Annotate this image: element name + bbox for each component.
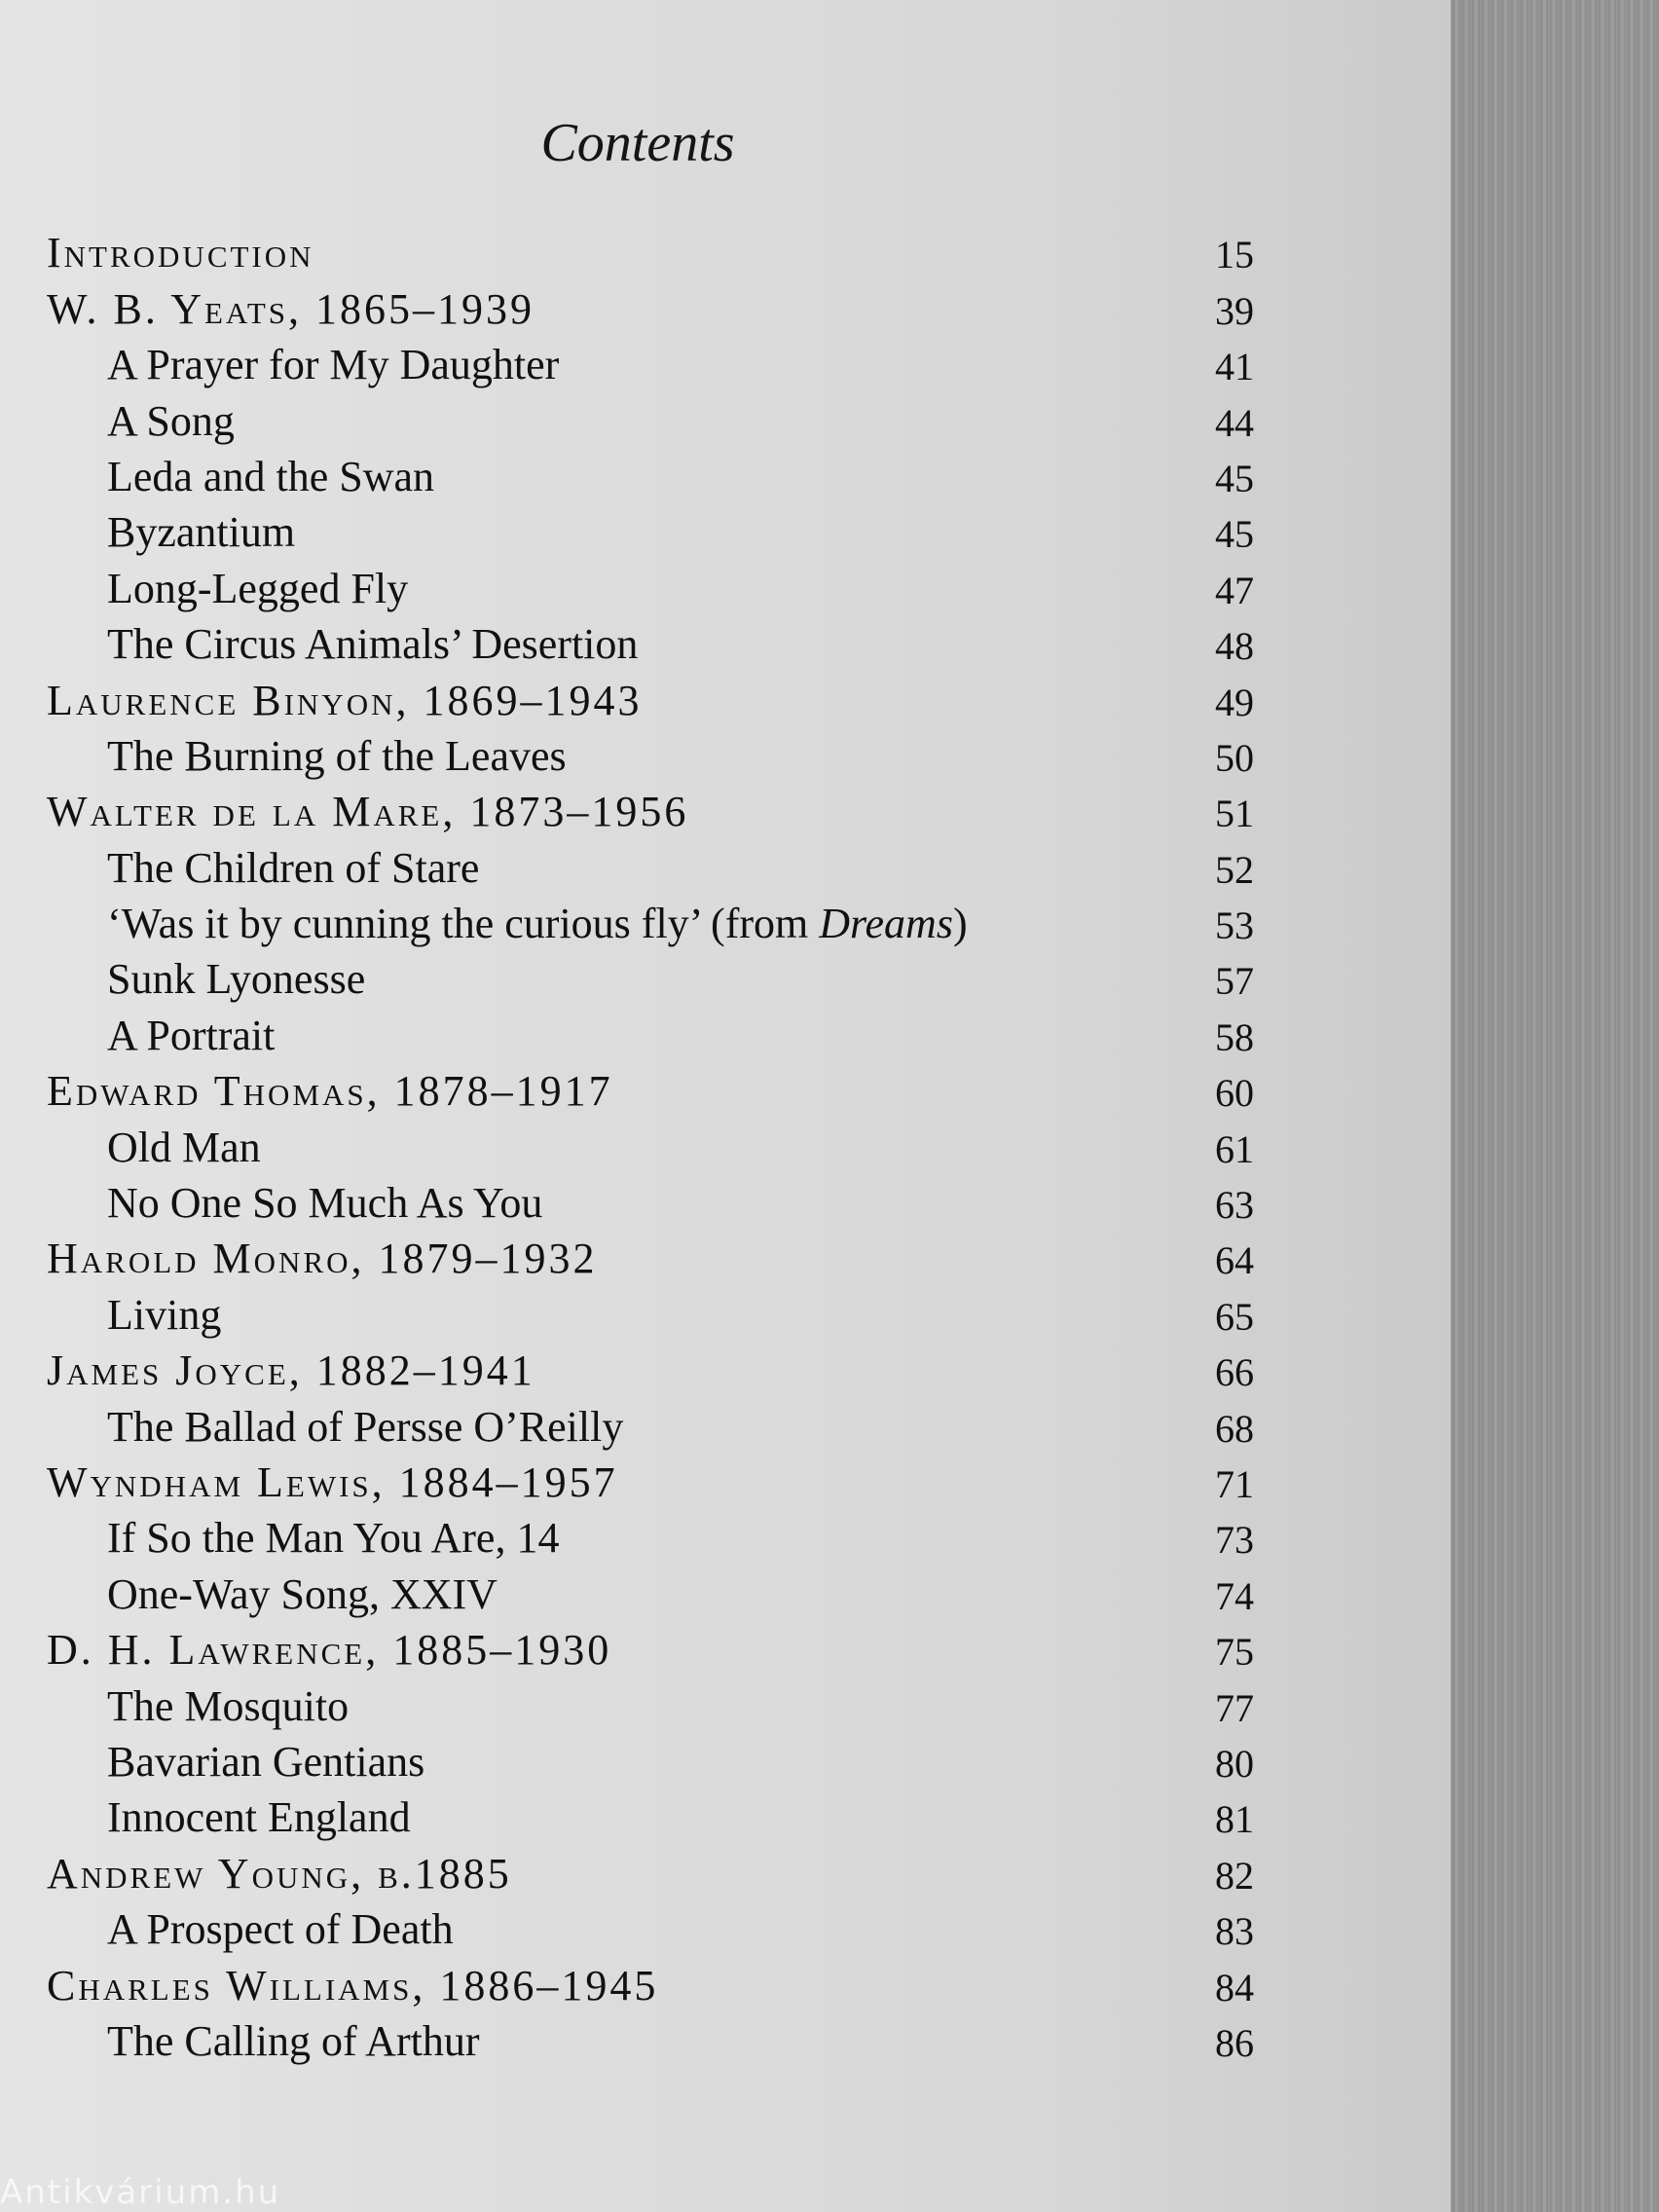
toc-poem-entry [47,956,1254,1012]
page-edge-shadow [1451,0,1659,2212]
toc-poem-entry [47,509,1254,565]
toc-entry-label: Leda and the Swan [107,452,434,500]
toc-page-number: 84 [1215,1965,1254,2009]
toc-entry-label: Byzantium [107,508,296,557]
toc-poem-entry [47,1291,1254,1346]
toc-page-number: 53 [1215,903,1254,948]
toc-page-number: 75 [1215,1630,1254,1675]
toc-page-number: 61 [1215,1126,1254,1171]
toc-entry-label: Bavarian Gentians [107,1737,425,1786]
toc-entry-label: The Ballad of Persse O’Reilly [107,1402,624,1451]
toc-page-number: 81 [1215,1797,1254,1842]
toc-page-number: 77 [1215,1685,1254,1730]
watermark: Antikvárium.hu [0,2173,281,2212]
toc-entry-label: The Burning of the Leaves [107,731,567,780]
toc-author-entry [47,1068,1254,1124]
toc-page-number: 73 [1215,1518,1254,1563]
toc-poem-entry [47,844,1254,900]
toc-entry-label: ‘Was it by cunning the curious fly’ (from Dreams) [107,900,968,948]
toc-entry-label: James Joyce, 1882–1941 [47,1346,535,1395]
toc-author-entry [47,1850,1254,1905]
toc-page-number: 80 [1215,1741,1254,1786]
toc-author-entry [47,230,1254,285]
toc-page-number: 63 [1215,1183,1254,1228]
toc-poem-entry [47,1403,1254,1458]
toc-poem-entry [47,565,1254,620]
toc-poem-entry [47,1180,1254,1235]
toc-author-entry [47,1627,1254,1682]
toc-entry-label: The Mosquito [107,1681,350,1730]
toc-entry-label: Living [107,1290,222,1339]
toc-page-number: 44 [1215,400,1254,445]
page-title: Contents [540,113,735,173]
toc-page-number: 48 [1215,624,1254,669]
toc-entry-label: Introduction [47,229,314,277]
toc-poem-entry [47,342,1254,397]
toc-entry-label: A Song [107,396,235,445]
toc-page-number: 83 [1215,1909,1254,1954]
toc-poem-entry [47,454,1254,509]
toc-entry-label: Laurence Binyon, 1869–1943 [47,676,643,724]
toc-page-number: 60 [1215,1071,1254,1116]
table-of-contents [47,230,1254,2074]
toc-page-number: 82 [1215,1853,1254,1898]
toc-entry-label: No One So Much As You [107,1179,543,1228]
toc-entry-label: Andrew Young, b.1885 [47,1849,512,1898]
toc-page-number: 57 [1215,959,1254,1004]
toc-page-number: 71 [1215,1461,1254,1506]
toc-entry-label: The Calling of Arthur [107,2016,480,2065]
toc-author-entry [47,1962,1254,2017]
toc-page-number: 51 [1215,792,1254,836]
toc-entry-label: Walter de la Mare, 1873–1956 [47,788,689,836]
toc-entry-label: The Circus Animals’ Desertion [107,620,639,669]
toc-entry-label: The Children of Stare [107,843,480,892]
toc-poem-entry [47,1739,1254,1794]
toc-page-number: 64 [1215,1238,1254,1283]
toc-entry-label: Innocent England [107,1793,411,1842]
toc-poem-entry [47,621,1254,677]
toc-page-number: 39 [1215,288,1254,333]
toc-page-number: 45 [1215,512,1254,557]
toc-page-number: 47 [1215,568,1254,612]
toc-page-number: 66 [1215,1350,1254,1395]
toc-entry-label: D. H. Lawrence, 1885–1930 [47,1626,612,1675]
toc-entry-label: Sunk Lyonesse [107,955,366,1004]
toc-entry-label: Old Man [107,1123,261,1171]
toc-page-number: 68 [1215,1406,1254,1451]
toc-entry-label: A Prospect of Death [107,1905,454,1954]
toc-entry-label: A Prayer for My Daughter [107,341,560,389]
toc-entry-label: One-Way Song, XXIV [107,1569,498,1618]
toc-author-entry [47,677,1254,732]
toc-author-entry [47,1459,1254,1515]
toc-author-entry [47,1347,1254,1403]
toc-page-number: 49 [1215,680,1254,724]
toc-poem-entry [47,2018,1254,2074]
toc-poem-entry [47,1515,1254,1570]
toc-entry-label: Wyndham Lewis, 1884–1957 [47,1457,618,1506]
toc-page-number: 86 [1215,2020,1254,2065]
toc-entry-label: A Portrait [107,1011,276,1059]
toc-page-number: 41 [1215,345,1254,389]
toc-poem-entry [47,1794,1254,1850]
toc-page-number: 15 [1215,233,1254,277]
toc-poem-entry [47,1906,1254,1962]
toc-page-number: 50 [1215,735,1254,780]
toc-page-number: 45 [1215,456,1254,500]
toc-poem-entry [47,1570,1254,1626]
toc-author-entry [47,285,1254,341]
toc-entry-label: W. B. Yeats, 1865–1939 [47,284,535,333]
toc-page-number: 52 [1215,847,1254,892]
toc-poem-entry [47,733,1254,789]
toc-entry-label: Long-Legged Fly [107,564,409,612]
toc-author-entry [47,789,1254,844]
toc-poem-entry [47,1012,1254,1067]
toc-poem-entry [47,901,1254,956]
toc-entry-label: If So the Man You Are, 14 [107,1514,560,1563]
toc-page-number: 65 [1215,1294,1254,1339]
toc-page-number: 74 [1215,1573,1254,1618]
toc-page-number: 58 [1215,1014,1254,1059]
toc-entry-label: Charles Williams, 1886–1945 [47,1961,659,2009]
toc-entry-label: Edward Thomas, 1878–1917 [47,1067,613,1116]
toc-poem-entry [47,397,1254,453]
toc-author-entry [47,1235,1254,1291]
toc-poem-entry [47,1124,1254,1179]
toc-entry-label: Harold Monro, 1879–1932 [47,1235,598,1283]
toc-poem-entry [47,1682,1254,1738]
